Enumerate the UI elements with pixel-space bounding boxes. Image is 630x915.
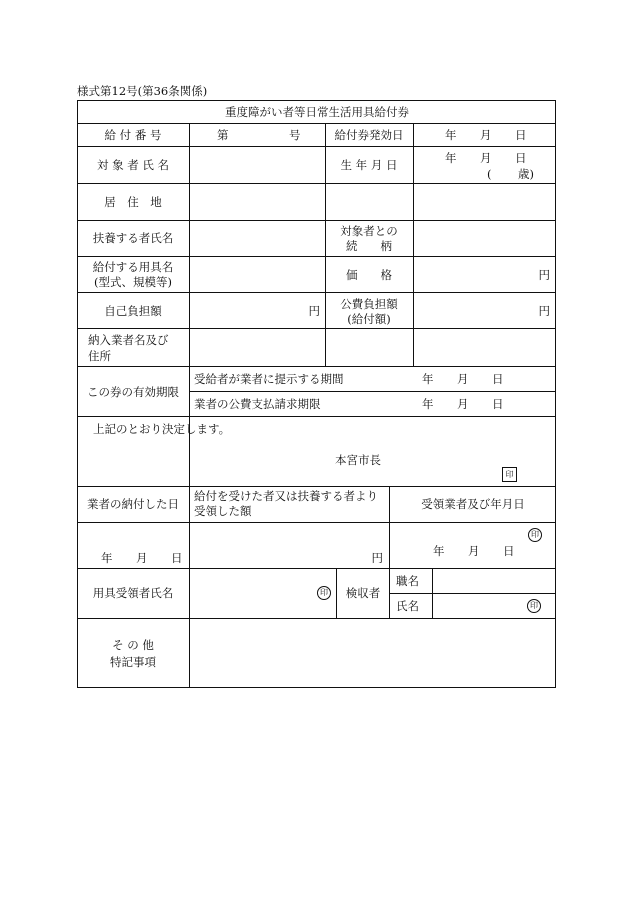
public-pay-label-line2: (給付額)	[347, 312, 391, 326]
self-pay-label: 自己負担額	[104, 304, 162, 318]
delivered-day[interactable]: 日	[171, 551, 183, 565]
price-label: 価 格	[346, 268, 392, 282]
issue-month[interactable]: 月	[480, 128, 492, 142]
mayor-seal-icon: 印	[502, 467, 517, 482]
recipient-name-label: 用具受領者氏名	[92, 586, 174, 600]
received-amount-label-line2: 受領した額	[194, 504, 252, 518]
received-amount-yen: 円	[371, 551, 383, 565]
number-prefix: 第	[217, 128, 229, 142]
other-label-line2: 特記事項	[110, 655, 156, 669]
vendor-seal-icon: 印	[528, 528, 542, 542]
form-title: 重度障がい者等日常生活用具給付券	[225, 105, 409, 119]
present-day[interactable]: 日	[492, 372, 504, 386]
address-label: 居 住 地	[104, 195, 162, 209]
received-amount-label-line1: 給付を受けた者又は扶養する者より	[194, 489, 378, 503]
relation-label-line1: 対象者との	[340, 224, 398, 238]
mayor-label: 本宮市長	[335, 453, 381, 467]
job-title-label: 職名	[396, 574, 419, 588]
birth-day[interactable]: 日	[515, 151, 527, 165]
present-period-label: 受給者が業者に提示する期間	[194, 372, 344, 386]
claim-day[interactable]: 日	[492, 397, 504, 411]
inspector-seal-icon: 印	[527, 599, 541, 613]
claim-deadline-label: 業者の公費支払請求期限	[194, 397, 321, 411]
delivered-date-label: 業者の納付した日	[87, 497, 179, 511]
birth-month[interactable]: 月	[480, 151, 492, 165]
age-close: 歳)	[518, 167, 534, 181]
issue-day[interactable]: 日	[515, 128, 527, 142]
benefit-ticket-form	[77, 100, 556, 688]
self-pay-yen: 円	[308, 304, 320, 318]
decision-text: 上記のとおり決定します。	[93, 422, 231, 436]
recipient-seal-icon: 印	[317, 586, 331, 600]
subject-name-label: 対 象 者 氏 名	[96, 158, 170, 172]
issue-year[interactable]: 年	[445, 128, 457, 142]
birth-year[interactable]: 年	[445, 151, 457, 165]
other-label-line1: そ の 他	[112, 638, 154, 652]
age-open: (	[487, 167, 492, 181]
delivered-month[interactable]: 月	[136, 551, 148, 565]
delivered-year[interactable]: 年	[101, 551, 113, 565]
claim-year[interactable]: 年	[422, 397, 434, 411]
price-yen: 円	[538, 268, 550, 282]
item-name-label-line1: 給付する用具名	[92, 260, 174, 274]
inspector-name-label: 氏名	[396, 599, 419, 613]
public-pay-yen: 円	[538, 304, 550, 318]
inspector-label: 検収者	[345, 586, 381, 600]
form-caption: 様式第12号(第36条関係)	[77, 84, 208, 98]
vendor-receipt-year[interactable]: 年	[433, 544, 445, 558]
validity-label: この券の有効期限	[87, 385, 179, 399]
present-year[interactable]: 年	[422, 372, 434, 386]
vendor-receipt-day[interactable]: 日	[503, 544, 515, 558]
public-pay-label-line1: 公費負担額	[340, 297, 398, 311]
item-name-label-line2: (型式、規模等)	[94, 275, 172, 289]
number-suffix: 号	[289, 128, 301, 142]
issue-date-label: 給付券発効日	[334, 128, 404, 142]
present-month[interactable]: 月	[457, 372, 469, 386]
benefit-number-label: 給 付 番 号	[104, 128, 162, 142]
birth-date-label: 生 年 月 日	[340, 158, 398, 172]
relation-label-line2: 続 柄	[346, 239, 392, 253]
vendor-receipt-label: 受領業者及び年月日	[421, 497, 525, 511]
supporter-name-label: 扶養する者氏名	[92, 231, 174, 245]
vendor-receipt-month[interactable]: 月	[468, 544, 480, 558]
vendor-label-line1: 納入業者名及び	[88, 333, 169, 347]
claim-month[interactable]: 月	[457, 397, 469, 411]
vendor-label-line2: 住所	[88, 349, 111, 363]
